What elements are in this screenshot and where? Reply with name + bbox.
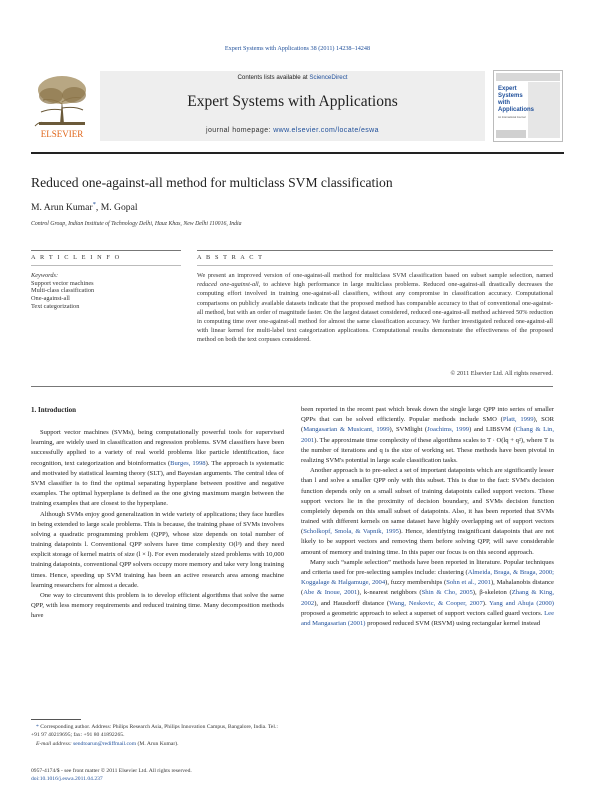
citation-link[interactable]: Sohn et al., 2001 (446, 579, 491, 587)
footnote-rule (31, 719, 81, 720)
citation-link[interactable]: Wang, Neskovic, & Cooper, 2007 (389, 599, 483, 607)
right-column (301, 405, 554, 629)
citation-link[interactable]: Almeida, Braga, & Braga, 2000; Koggalage & Halgamuge, 2004 (301, 569, 554, 587)
citation-link[interactable]: Abe & Inoue, 2001 (303, 589, 358, 597)
keywords-block (31, 272, 181, 311)
citation-link[interactable]: Lee and Mangasarian (2001) (301, 609, 554, 627)
article-info-top-rule (31, 250, 181, 251)
cover-word-3: with (498, 100, 510, 106)
text: ). (482, 599, 490, 607)
paragraph (31, 428, 284, 510)
authors (31, 201, 138, 213)
footnote-text (31, 723, 284, 740)
paragraph: Although SVMs enjoy good generalization in wide variety of applications; they face hurdles in being extended to large scale problems. This is because, the training phase of SVMs involves solving a quadratic programming problem (QPP), whose size depends on total number of training datapoints l. Conventional QPP solvers have time complexity O(l³) and they need explicit storage of kernel matrix of size (l × l). For even moderately sized problems with 10,000 training datapoints, conventional QPP solvers occupy more memory and take very long training times. Hence, speeding up SVM training has been an active research area among machine learning researchers for almost a decade. (31, 510, 284, 589)
keyword-item: Multi-class classification (31, 287, 95, 295)
citation-link[interactable]: Chang & Lin, 2001 (301, 426, 554, 444)
article-title: Reduced one-against-all method for multiclass SVM classification (31, 175, 393, 190)
cover-word-1: Expert (498, 86, 517, 92)
journal-title[interactable]: Expert Systems with Applications (187, 93, 398, 110)
cover-subtitle: An International Journal (498, 116, 526, 119)
citation-link[interactable]: Platt, 1999 (502, 416, 534, 424)
text: ), SOR ( (301, 416, 554, 434)
citation-link[interactable]: Burges, 1998 (170, 459, 206, 467)
journal-homepage (100, 127, 485, 134)
keyword-item: Text categorization (31, 302, 80, 310)
email-label: E-mail address: (36, 740, 74, 747)
text: (M. Arun Kumar). (136, 740, 179, 747)
elsevier-tree-icon (31, 70, 93, 142)
keyword-item: One-against-all (31, 295, 70, 303)
doi-link[interactable]: doi:10.1016/j.eswa.2011.04.237 (31, 776, 103, 783)
citation-link[interactable]: Scholkopf, Smola, & Vapnik, 1995 (303, 528, 399, 536)
section-heading: 1. Introduction (31, 406, 76, 414)
homepage-link[interactable]: www.elsevier.com/locate/eswa (273, 127, 379, 134)
author-2: M. Gopal (100, 202, 138, 214)
elsevier-wordmark: ELSEVIER (40, 129, 84, 139)
text: proposed reduced SVM (RSVM) using rectangular kernel instead (365, 619, 541, 627)
text: ), k-nearest neighbors ( (357, 589, 422, 597)
copyright: © 2011 Elsevier Ltd. All rights reserved. (450, 370, 553, 377)
footnote (31, 723, 284, 748)
abstract-top-rule (197, 250, 553, 251)
email-link[interactable]: sendtoarun@rediffmail.com (73, 740, 137, 747)
text: ), SVMlight ( (389, 426, 428, 434)
left-column (31, 428, 284, 622)
text: Another approach is to pre-select a set of important datapoints which are significantly lesser than l and solve a smaller QPP only with this subset. This is due to the fact: SVM's decision function depends only on a small subset of training datapoints called support vectors. These support vectors lie in the proximity of decision boundary, and SVMs decision function completely depends on this small subset of datapoints. Also, it has been reported that SVMs trained with different kernels on same dataset have highly overlapping set of support vectors ( (301, 467, 554, 536)
text: ). The approximate time complexity of these algorithms scales to T · O(lq + q²), where T is the number of iterations and q is the size of working set. These methods have been pivotal in realizing SVM's potential in large scale classification tasks. (301, 436, 554, 464)
article-info-heading: A R T I C L E I N F O (31, 254, 121, 261)
corresponding-author-mark[interactable]: * (92, 201, 96, 208)
abstract-part: We present an improved version of one-against-all method for multiclass SVM classification based on subset sample selection, named (197, 272, 553, 279)
abstract-sub-rule (197, 265, 553, 266)
text: ), Mahalanobis distance ( (301, 579, 554, 597)
header-rule (31, 152, 564, 154)
text: Corresponding author. Address: Philips Research Asia, Philips Innovation Campus, Bangalore, India. Tel.: +91 97 40219695; fax: +91 80 41892265. (31, 724, 278, 739)
article-info-sub-rule (31, 265, 181, 266)
journal-cover-thumbnail[interactable] (493, 70, 563, 142)
issn-line: 0957-4174/$ - see front matter © 2011 Elsevier Ltd. All rights reserved. (31, 768, 192, 774)
citation-link[interactable]: Shin & Cho, 2005 (421, 589, 473, 597)
paragraph (301, 558, 554, 629)
text: proposed a geometric approach to select a superset of support vectors called guard vectors. (301, 609, 545, 617)
text: been reported in the recent past which break down the single large QPP into series of smaller QPPs that can be solved efficiently. Popular methods include SMO ( (301, 406, 554, 424)
contents-prefix: Contents lists available at (237, 74, 310, 81)
paragraph (301, 466, 554, 558)
author-1: M. Arun Kumar (31, 202, 93, 214)
affiliation: Control Group, Indian Institute of Technology Delhi, Hauz Khas, New Delhi 110016, India (31, 221, 242, 227)
journal-reference[interactable]: Expert Systems with Applications 38 (2011) 14238–14248 (224, 45, 371, 52)
cover-word-4: Applications (498, 107, 535, 113)
text: Support vector machines (SVMs), being computationally powerful tools for supervised learning, are widely used in classification and regression problems. SVM classifiers have been successfully applied to a variety of real world problems like particle identification, face recognition, text categorization and bioinformatics ( (31, 429, 284, 467)
abstract-part: , to achieve high performance in large multiclass problems. Reduced one-against-all drastically decreases the computing effort involved in training one-against-all classifiers, without any compromise in classification accuracy. Computational comparisons on publicly available datasets indicate that the proposed method has comparable accuracy to that of conventional one-against-all method, but with an order of magnitude faster. On the largest dataset considered, reduced one-against-all method achieved 50% reduction in computing time over one-against-all method for almost the same classification accuracy. We further investigated reduced one-against-all with linear kernel for multi-label text categorization applications. Computational results demonstrate the effectiveness of the proposed method on both the text corpuses considered. (197, 281, 553, 344)
abstract-bottom-rule (31, 386, 553, 387)
elsevier-logo[interactable] (31, 70, 93, 142)
footnote-mark[interactable]: * (36, 724, 39, 730)
citation-link[interactable]: Mangasarian & Musicant, 1999 (303, 426, 390, 434)
text: ), and Hausdorff distance ( (314, 599, 390, 607)
citation-link[interactable]: Joachims, 1999 (427, 426, 470, 434)
footnote-email (31, 740, 284, 748)
text: ). Hence, identifying insignificant datapoints that are not likely to be support vectors and removing them before solving QPP, will save considerable amount of memory and training time. In this paper our focus is on this second approach. (301, 528, 555, 556)
abstract-text (197, 271, 553, 345)
keywords-label: Keywords: (31, 272, 59, 279)
author-separator: , (95, 202, 101, 214)
paragraph (301, 405, 554, 466)
text: ) and LIBSVM ( (469, 426, 516, 434)
issn-block (31, 767, 192, 784)
text: ), β-skeleton ( (472, 589, 512, 597)
abstract-heading: A B S T R A C T (197, 254, 264, 261)
sciencedirect-link[interactable]: ScienceDirect (309, 74, 348, 81)
text: ), fuzzy memberships ( (385, 579, 447, 587)
homepage-label: journal homepage: (206, 127, 274, 134)
citation-link[interactable]: Yang and Ahuja (2000) (489, 599, 554, 607)
contents-line (100, 74, 485, 81)
text: Many such “sample selection” methods have been reported in literature. Popular techniques and criteria used for pre-selecting samples include: clustering ( (301, 558, 554, 576)
keyword-item: Support vector machines (31, 279, 94, 287)
abstract-emphasis: reduced one-against-all (197, 281, 259, 289)
cover-word-2: Systems (498, 93, 523, 99)
journal-cover-icon (493, 70, 563, 142)
citation-link[interactable]: Zhang & King, 2002 (301, 589, 554, 607)
text: ). The approach is systematic and motivated by statistical learning theory (SLT), and Bayesian arguments. The central idea of SVM classifier is to find the optimal separating hyperplane between positive and negative examples. The optimal hyperplane is defined as the one giving maximum margin between the training examples that are closest to the hyperplane. (31, 459, 285, 508)
paragraph: One way to circumvent this problem is to develop efficient algorithms that solve the same QPP, with less memory requirements and reduced training time. Many decomposition methods have (31, 592, 284, 620)
